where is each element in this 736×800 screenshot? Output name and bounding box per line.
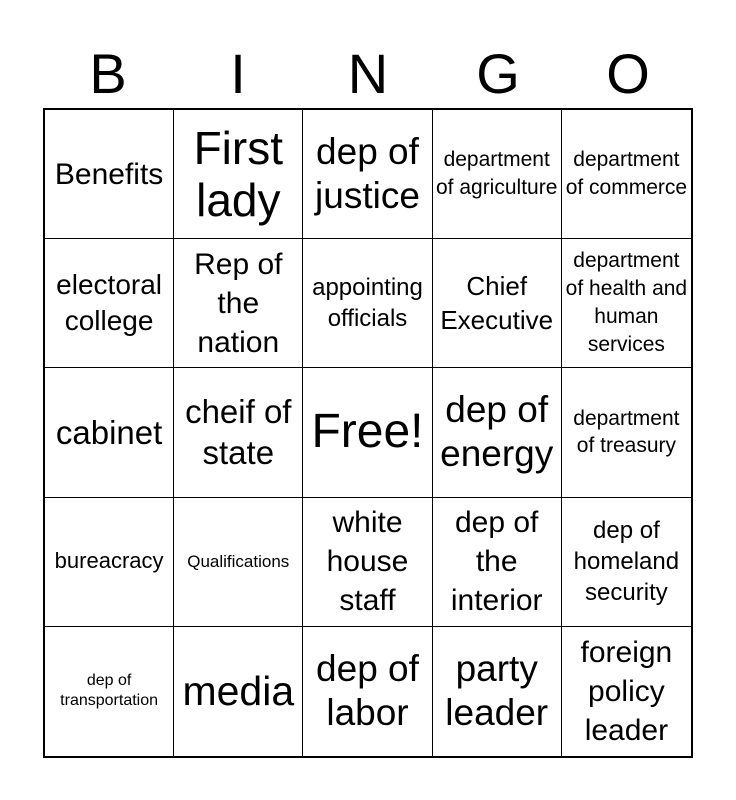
- cell-text: Chief Executive: [440, 270, 554, 336]
- cell-text: electoral college: [56, 268, 163, 337]
- cell-text: Rep of the nation: [194, 247, 283, 359]
- cell-text: department of health and human services: [565, 249, 688, 357]
- header-letter-n: N: [347, 42, 389, 105]
- cell-text: bureacracy: [54, 548, 164, 574]
- bingo-cell-r3-c2[interactable]: [174, 368, 303, 497]
- bingo-cell-r4-c3[interactable]: [303, 498, 432, 627]
- cell-text: appointing officials: [312, 274, 423, 333]
- cell-text: First lady: [193, 121, 283, 227]
- header-letter-i: I: [230, 42, 246, 105]
- bingo-cell-r2-c4[interactable]: [433, 239, 562, 368]
- cell-text: department of treasury: [573, 406, 680, 458]
- bingo-cell-r3-c5[interactable]: [562, 368, 691, 497]
- bingo-cell-r5-c4[interactable]: [433, 627, 562, 756]
- bingo-cell-r4-c4[interactable]: [433, 498, 562, 627]
- bingo-cell-r2-c1[interactable]: [45, 239, 174, 368]
- cell-text: party leader: [445, 648, 549, 734]
- bingo-cell-r2-c5[interactable]: [562, 239, 691, 368]
- cell-text: dep of energy: [440, 389, 554, 475]
- bingo-cell-r5-c3[interactable]: [303, 627, 432, 756]
- bingo-header: [43, 40, 693, 108]
- bingo-cell-r3-c3-free[interactable]: [303, 368, 432, 497]
- cell-text: dep of the interior: [450, 506, 543, 618]
- bingo-cell-r5-c1[interactable]: [45, 627, 174, 756]
- cell-text: dep of transportation: [60, 671, 159, 710]
- cell-text: dep of labor: [316, 648, 419, 734]
- header-letter-b: B: [89, 42, 127, 105]
- bingo-board: [43, 108, 693, 758]
- cell-text: white house staff: [326, 506, 409, 618]
- free-space-text: Free!: [311, 405, 424, 459]
- cell-text: cheif of state: [185, 392, 292, 472]
- bingo-cell-r1-c1[interactable]: [45, 110, 174, 239]
- cell-text: foreign policy leader: [580, 635, 673, 747]
- bingo-cell-r1-c3[interactable]: [303, 110, 432, 239]
- cell-text: dep of homeland security: [573, 516, 680, 607]
- bingo-cell-r2-c2[interactable]: [174, 239, 303, 368]
- bingo-cell-r4-c1[interactable]: [45, 498, 174, 627]
- bingo-cell-r4-c2[interactable]: [174, 498, 303, 627]
- cell-text: department of agriculture: [435, 148, 558, 200]
- bingo-cell-r2-c3[interactable]: [303, 239, 432, 368]
- cell-text: media: [182, 667, 295, 714]
- bingo-cell-r3-c1[interactable]: [45, 368, 174, 497]
- bingo-cell-r1-c4[interactable]: [433, 110, 562, 239]
- bingo-cell-r1-c2[interactable]: [174, 110, 303, 239]
- cell-text: Benefits: [54, 157, 164, 191]
- bingo-cell-r5-c5[interactable]: [562, 627, 691, 756]
- header-letter-g: G: [476, 42, 520, 105]
- cell-text: Qualifications: [187, 551, 290, 571]
- bingo-cell-r4-c5[interactable]: [562, 498, 691, 627]
- header-letter-o: O: [606, 42, 650, 105]
- bingo-cell-r1-c5[interactable]: [562, 110, 691, 239]
- cell-text: department of commerce: [565, 148, 688, 200]
- cell-text: cabinet: [55, 413, 163, 451]
- cell-text: dep of justice: [315, 130, 420, 217]
- bingo-cell-r3-c4[interactable]: [433, 368, 562, 497]
- bingo-cell-r5-c2[interactable]: [174, 627, 303, 756]
